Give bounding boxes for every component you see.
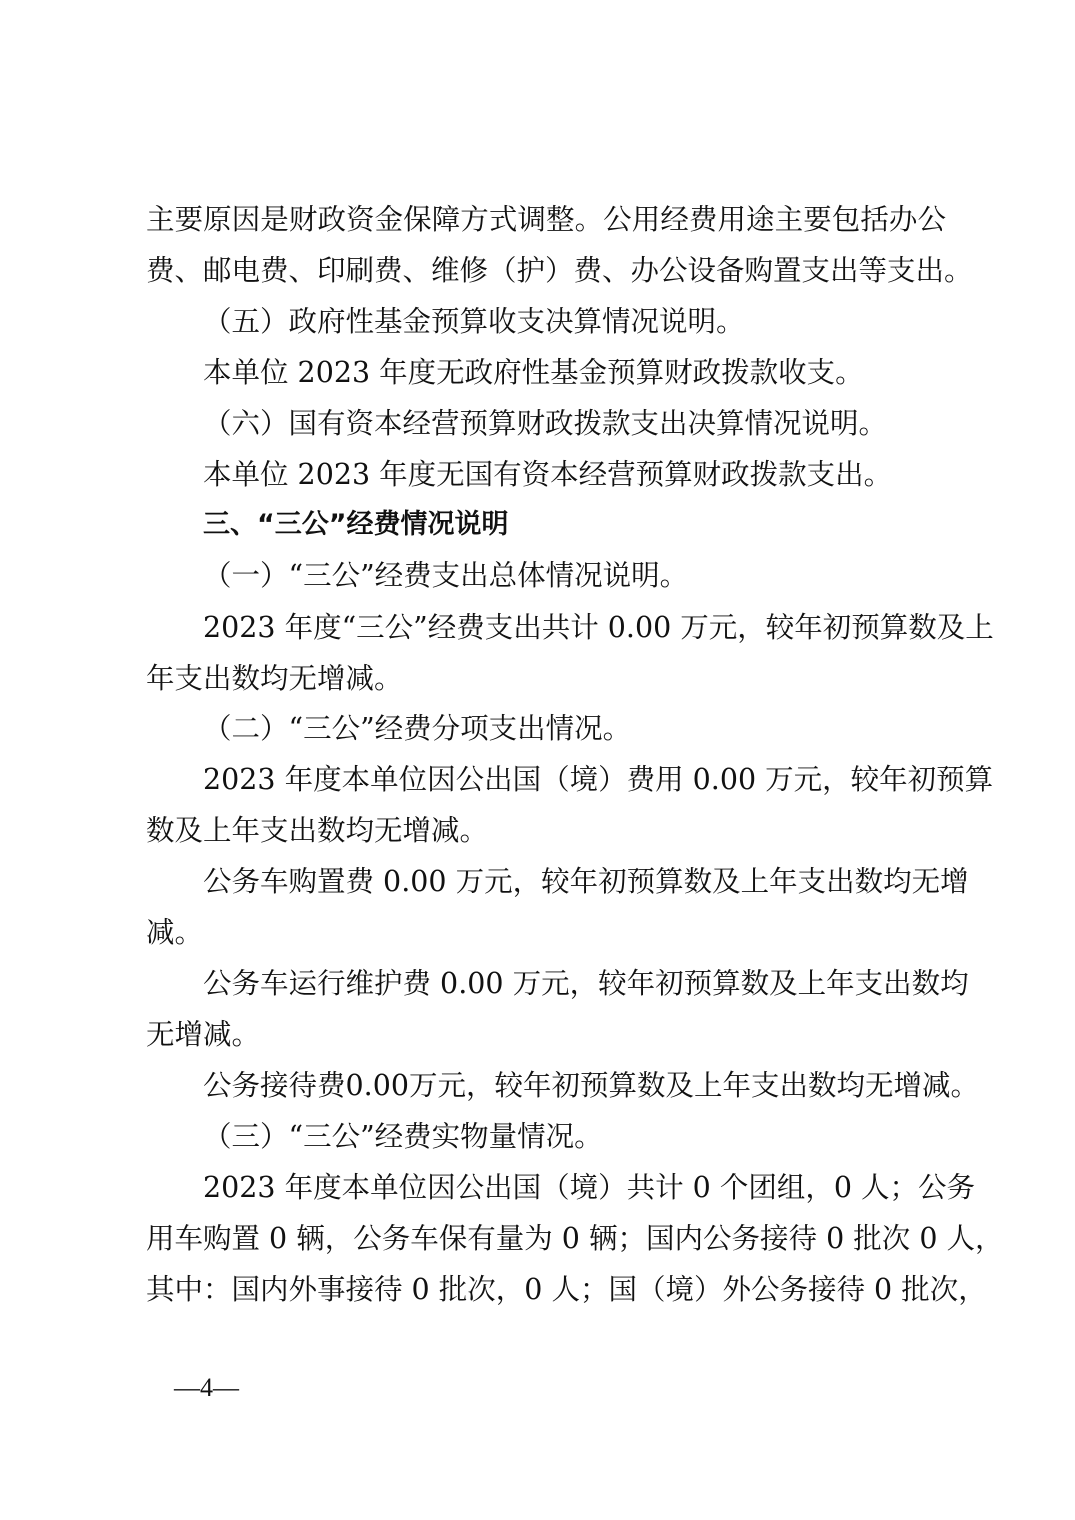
body-line: 用车购置 0 辆，公务车保有量为 0 辆；国内公务接待 0 批次 0 人， [146, 1222, 1004, 1255]
body-line: 数及上年支出数均无增减。 [146, 814, 489, 847]
subsection-heading: （一）“三公”经费支出总体情况说明。 [203, 559, 689, 592]
body-line: 2023 年度本单位因公出国（境）费用 0.00 万元，较年初预算 [203, 763, 994, 796]
body-line: 费、邮电费、印刷费、维修（护）费、办公设备购置支出等支出。 [146, 254, 973, 287]
subsection-heading: （三）“三公”经费实物量情况。 [203, 1120, 603, 1153]
body-line: 2023 年度“三公”经费支出共计 0.00 万元，较年初预算数及上 [203, 611, 994, 644]
subsection-heading: （五）政府性基金预算收支决算情况说明。 [203, 305, 745, 338]
section-heading: 三、“三公”经费情况说明 [203, 509, 509, 540]
body-line: 公务车运行维护费 0.00 万元，较年初预算数及上年支出数均 [203, 967, 969, 1000]
body-line: 本单位 2023 年度无政府性基金预算财政拨款收支。 [203, 356, 864, 389]
subsection-heading: （二）“三公”经费分项支出情况。 [203, 712, 632, 745]
body-line: 公务车购置费 0.00 万元，较年初预算数及上年支出数均无增 [203, 865, 969, 898]
body-line: 无增减。 [146, 1018, 261, 1051]
body-line: 2023 年度本单位因公出国（境）共计 0 个团组，0 人；公务 [203, 1171, 976, 1204]
body-line: 本单位 2023 年度无国有资本经营预算财政拨款支出。 [203, 458, 893, 491]
body-line: 公务接待费0.00万元，较年初预算数及上年支出数均无增减。 [203, 1069, 979, 1102]
body-line: 年支出数均无增减。 [146, 662, 403, 695]
page-number: —4— [174, 1373, 239, 1402]
body-line: 主要原因是财政资金保障方式调整。公用经费用途主要包括办公 [146, 203, 946, 236]
body-line: 减。 [146, 916, 204, 949]
subsection-heading: （六）国有资本经营预算财政拨款支出决算情况说明。 [203, 407, 888, 440]
body-line: 其中：国内外事接待 0 批次，0 人；国（境）外公务接待 0 批次， [146, 1273, 987, 1306]
